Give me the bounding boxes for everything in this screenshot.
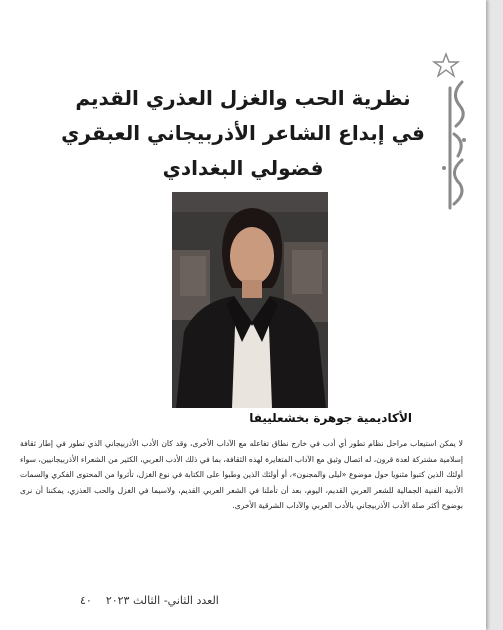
article-title-line-1: نظرية الحب والغزل العذري القديم bbox=[75, 86, 411, 110]
article-body bbox=[20, 436, 463, 514]
star-icon bbox=[432, 48, 472, 218]
page-number: ٤٠ bbox=[80, 594, 92, 607]
article-title-line-2: في إبداع الشاعر الأذربيجاني العبقري bbox=[61, 121, 425, 145]
issue-label: العدد الثاني- الثالث ٢٠٢٣ bbox=[105, 594, 219, 607]
body-paragraph: لا يمكن استيعاب مراحل نظام تطور أي أدب في خارج نطاق تفاعله مع الآداب الأخرى، وقد كان الأدب الأذربيجاني الذي تطور في إطار ثقافة إسلامية مشتركة لعدة قرون، له اتصال وثيق مع الآداب المتغايرة لهذه الثقافة، بما في ذلك الأدب العربي، الكثير من الشعراء الأذربيجانيين، سواء أولئك الذين كتبوا مثنويا حول موضوع «ليلى والمجنون»، أو أولئك الذين وطبوا على الكتابة في نوع الغزل، تأثروا من المحتوى الفكري والسمات الأدبية الفنية الجمالية للشعر العربي القديم، اليوم، بعد أن تأملنا في الشعر العربي القديم، ولاسيما في الغزل والحب العذري، يمكننا أن نرى بوضوح أكثر صلة الأدب الأذربيجاني بالأدب العربي والآداب الشرقية الأخرى. bbox=[20, 439, 463, 510]
author-name: الأكاديمية جوهرة بخشعلييفا bbox=[249, 411, 412, 425]
author-photo bbox=[172, 192, 328, 408]
page-footer bbox=[80, 594, 219, 607]
section-calligraphy-logo bbox=[432, 48, 472, 218]
article-title-line-3: فضولي البغدادي bbox=[162, 156, 324, 180]
